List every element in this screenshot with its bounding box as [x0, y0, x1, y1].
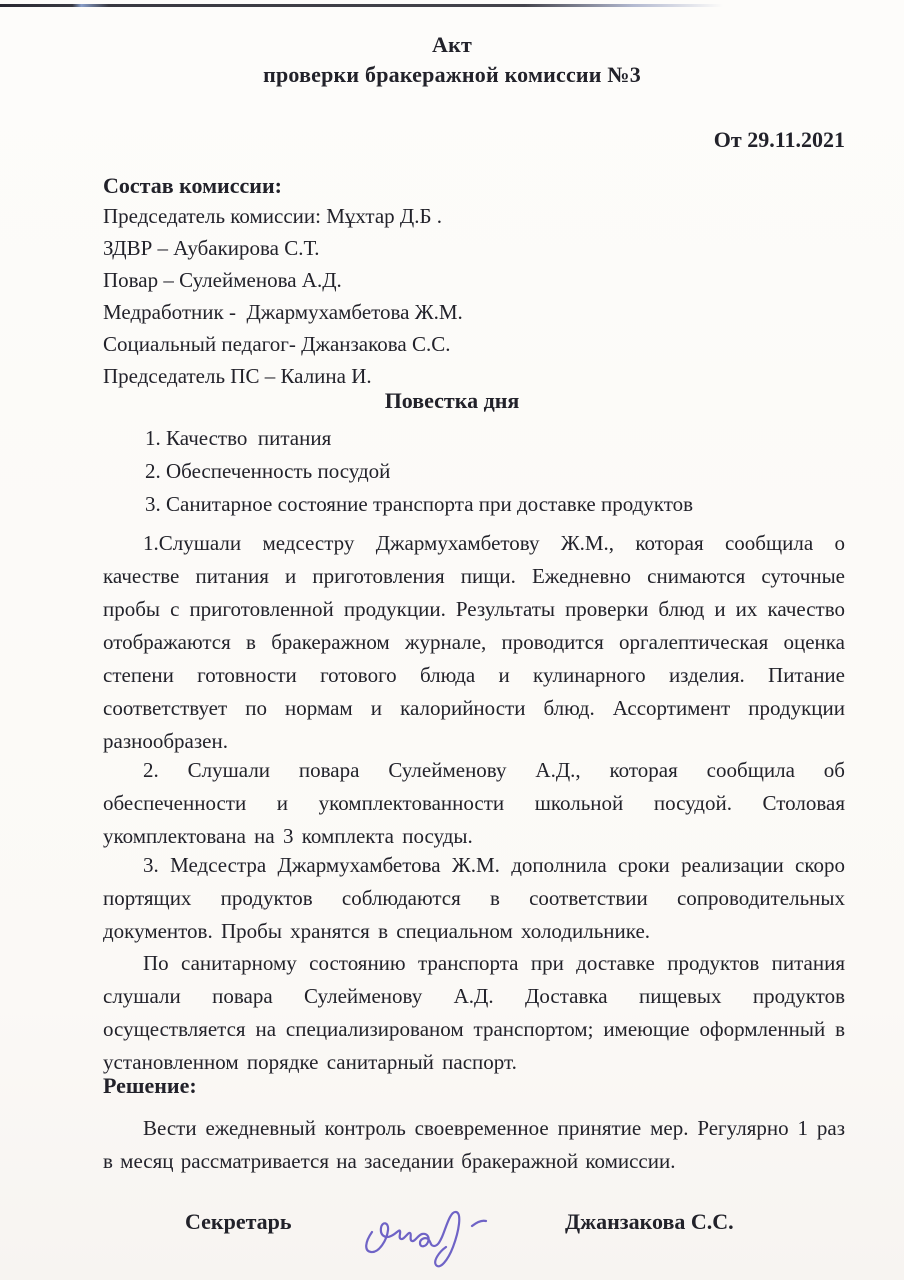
commission-member: ЗДВР – Аубакирова С.Т. [103, 236, 320, 260]
scan-edge-artifact [0, 4, 904, 7]
commission-heading: Состав комиссии: [103, 173, 282, 198]
commission-member: Председатель комиссии: Мұхтар Д.Б . [103, 204, 443, 228]
signature-ink [348, 1175, 498, 1270]
commission-member: Повар – Сулейменова А.Д. [103, 268, 342, 292]
agenda-heading: Повестка дня [384, 388, 520, 413]
commission-list [103, 200, 845, 392]
commission-member: Социальный педагог- Джанзакова С.С. [103, 332, 451, 356]
secretary-name: Джанзакова С.С. [565, 1209, 734, 1234]
body-paragraph: 2. Слушали повара Сулейменову А.Д., которая сообщила об обеспеченности и укомплектованности школьной посудой. Столовая укомплектована на 3 комплекта посуды. [103, 758, 845, 848]
commission-member: Председатель ПС – Калина И. [103, 364, 372, 388]
agenda-item: 2. Обеспеченность посудой [145, 459, 391, 483]
document-date: От 29.11.2021 [713, 127, 845, 152]
agenda-item: 1. Качество питания [145, 426, 332, 450]
document-title [103, 30, 845, 90]
title-line-1: Акт [432, 32, 472, 57]
agenda-item: 3. Санитарное состояние транспорта при доставке продуктов [145, 492, 694, 516]
decision-heading: Решение: [103, 1073, 197, 1098]
body-paragraph: 1.Слушали медсестру Джармухамбетову Ж.М., которая сообщила о качестве питания и приготовления пищи. Ежедневно снимаются суточные пробы с приготовленной продукции. Результаты проверки блюд и их качество отображаются в бракеражном журнале, проводится оргалептическая оценка степени готовности готового блюда и кулинарного изделия. Питание соответствует по нормам и калорийности блюд. Ассортимент продукции разнообразен. [103, 531, 845, 753]
body-paragraph: По санитарному состоянию транспорта при доставке продуктов питания слушали повара Сулейменову А.Д. Доставка пищевых продуктов осуществляется на специализированом транспортом; имеющие оформленный в установленном порядке санитарный паспорт. [103, 951, 845, 1074]
agenda-list [103, 422, 845, 521]
commission-member: Медработник - Джармухамбетова Ж.М. [103, 300, 463, 324]
signature-stroke [366, 1212, 486, 1266]
decision-text: Вести ежедневный контроль своевременное принятие мер. Регулярно 1 раз в месяц рассматривается на заседании бракеражной комиссии. [103, 1116, 845, 1173]
secretary-role-label: Секретарь [185, 1209, 292, 1234]
body-paragraph: 3. Медсестра Джармухамбетова Ж.М. дополнила сроки реализации скоро портящих продуктов соблюдаются в соответствии сопроводительных документов. Пробы хранятся в специальном холодильнике. [103, 853, 845, 943]
title-line-2: проверки бракеражной комиссии №3 [263, 62, 641, 87]
